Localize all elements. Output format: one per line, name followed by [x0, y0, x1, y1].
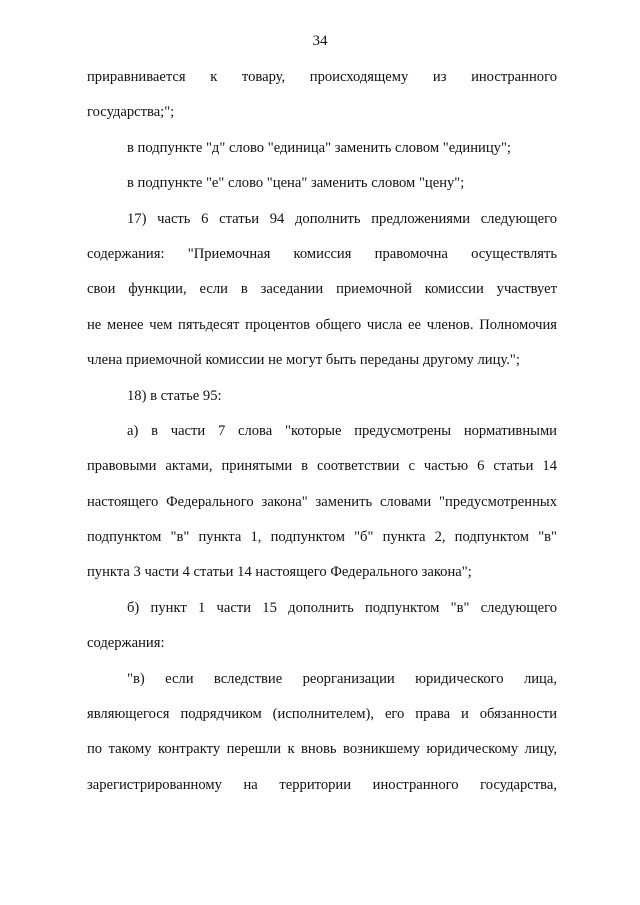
text-line: содержания: "Приемочная комиссия правомочна осуществлять	[87, 245, 557, 262]
text-line: в подпункте "д" слово "единица" заменить словом "единицу";	[127, 139, 511, 156]
text-line: зарегистрированному на территории иностранного государства,	[87, 776, 557, 793]
text-line: пункта 3 части 4 статьи 14 настоящего Федерального закона";	[87, 564, 472, 581]
text-line: члена приемочной комиссии не могут быть переданы другому лицу.";	[87, 352, 520, 369]
text-line: по такому контракту перешли к вновь возникшему юридическому лицу,	[87, 741, 557, 758]
text-line: приравнивается к товару, происходящему из иностранного	[87, 69, 557, 85]
text-line: государства;";	[87, 104, 175, 121]
text-line: свои функции, если в заседании приемочной комиссии участвует	[87, 281, 557, 298]
text-line: подпунктом "в" пункта 1, подпунктом "б" пункта 2, подпунктом "в"	[87, 529, 557, 546]
text-line: не менее чем пятьдесят процентов общего числа ее членов. Полномочия	[87, 316, 557, 333]
text-line: "в) если вследствие реорганизации юридического лица,	[127, 670, 557, 687]
text-line: б) пункт 1 части 15 дополнить подпунктом "в" следующего	[127, 599, 557, 616]
text-line: в подпункте "е" слово "цена" заменить словом "цену";	[127, 175, 465, 192]
page-number: 34	[312, 33, 328, 49]
text-line: а) в части 7 слова "которые предусмотрены нормативными	[127, 422, 557, 439]
text-line: содержания:	[87, 635, 165, 652]
text-line: правовыми актами, принятыми в соответствии с частью 6 статьи 14	[87, 458, 557, 475]
text-line: настоящего Федерального закона" заменить словами "предусмотренных	[87, 493, 557, 510]
text-line: являющегося подрядчиком (исполнителем), его права и обязанности	[87, 706, 557, 723]
text-line: 17) часть 6 статьи 94 дополнить предложениями следующего	[127, 210, 557, 227]
document-body	[87, 60, 557, 803]
text-line: 18) в статье 95:	[127, 387, 222, 404]
